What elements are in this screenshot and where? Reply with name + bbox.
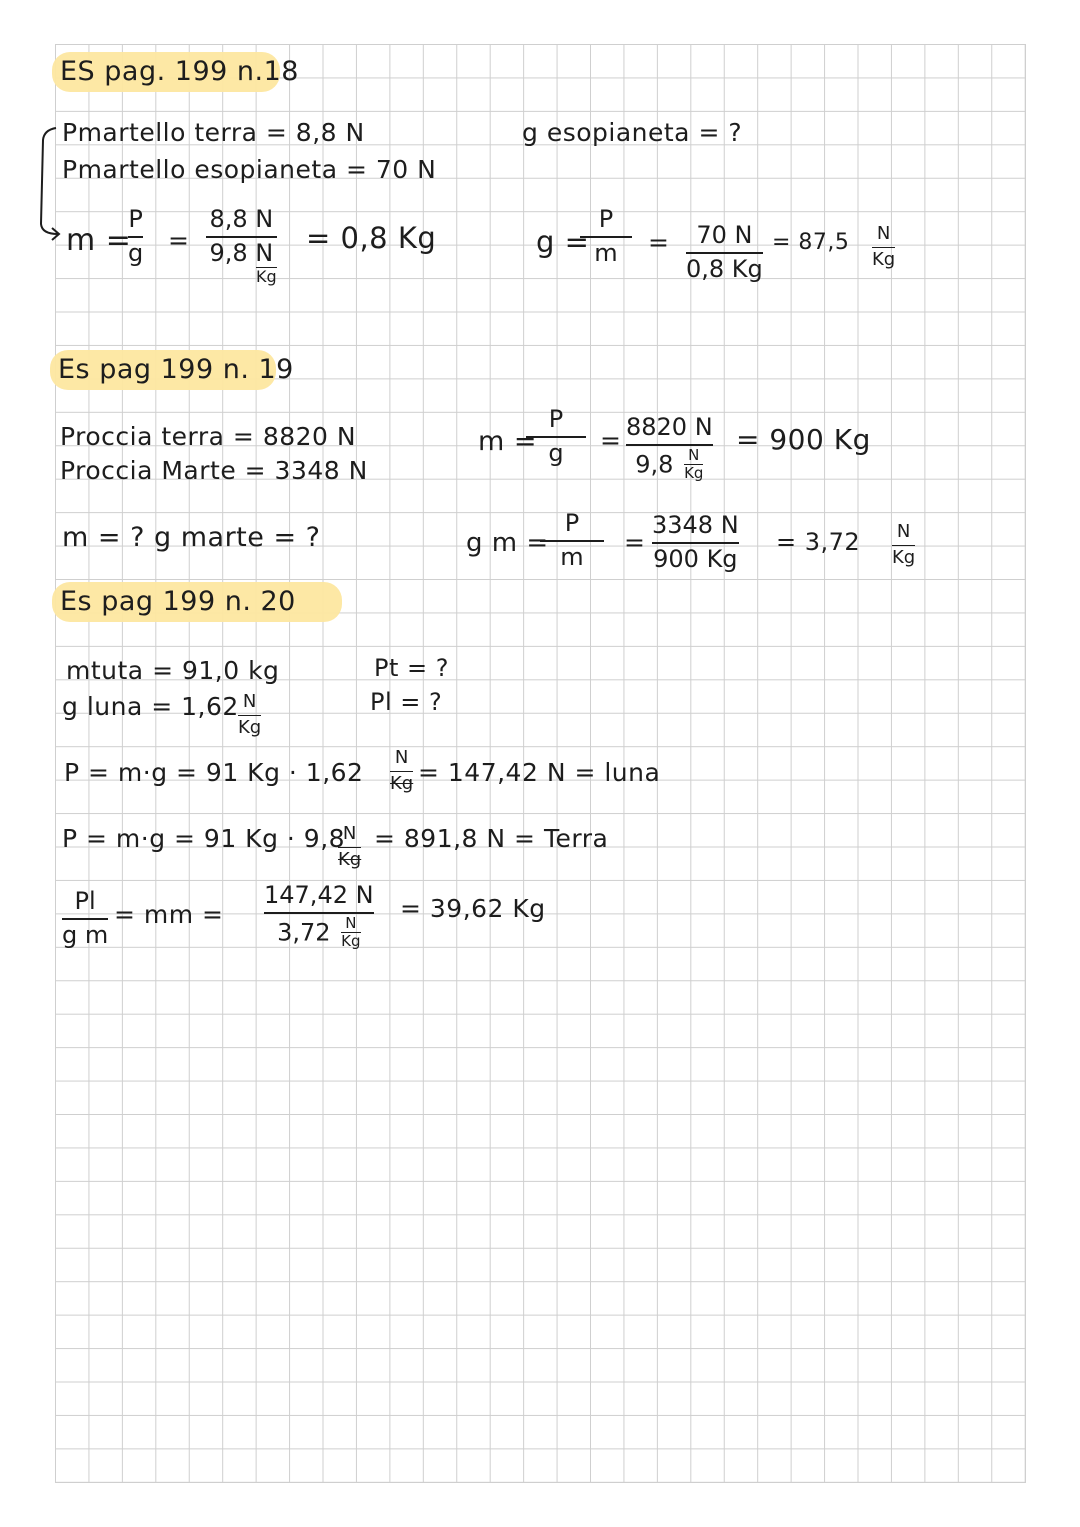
ex18-g-result: = 87,5 [772, 230, 850, 255]
ex19-line2: Proccia Marte = 3348 N [60, 456, 368, 485]
fraction-bar [128, 236, 143, 238]
ex19-g-formula [540, 510, 604, 571]
ex18-g-unit-den: Kg [872, 248, 896, 270]
fraction-bar [338, 847, 361, 848]
ex18-line1: Pmartello terra = 8,8 N [62, 118, 365, 147]
ex18-g-substitution [686, 222, 763, 283]
title-ex19: Es pag 199 n. 19 [58, 354, 294, 385]
fraction-bar [206, 236, 277, 238]
ex18-m-substitution [206, 206, 277, 287]
ex20-line2: g luna = 1,62 [62, 692, 239, 721]
ex19-g-lhs: g m = [466, 528, 549, 558]
ex20-calc2-unit [338, 824, 361, 870]
ex20-calc3-sub-den-wrap [277, 913, 361, 951]
ex18-eq-2: = [648, 228, 670, 257]
fraction-bar [526, 436, 586, 438]
ex19-m-sub-num: 8820 N [626, 413, 713, 441]
ex19-m-num: P [548, 405, 564, 433]
fraction-bar [626, 444, 713, 446]
ex19-g-unit-den: Kg [892, 546, 916, 568]
ex18-g-num: P [598, 205, 614, 233]
ex20-calc3-sub-num: 147,42 N [264, 881, 374, 909]
ex18-g-sub-den: 0,8 Kg [686, 254, 763, 283]
ex19-m-result: = 900 Kg [736, 423, 871, 456]
ex18-m-num: P [128, 205, 143, 233]
ex19-m-sub-den-unit-den: Kg [684, 464, 704, 483]
ex20-calc1-b: = 147,42 N = luna [418, 758, 661, 787]
bracket-arrow-ex18 [34, 124, 64, 244]
ex18-g-unit-num: N [876, 223, 891, 244]
ex20-unknown-pl: Pl = ? [370, 688, 443, 716]
ex18-m-lhs: m = [66, 223, 132, 258]
ex19-g-sub-den: 900 Kg [653, 544, 738, 573]
fraction-bar [652, 542, 739, 544]
ex19-g-result: = 3,72 [776, 528, 861, 556]
ex20-line2-unit-den: Kg [238, 716, 262, 738]
ex18-unknown: g esopianeta = ? [522, 118, 743, 147]
ex19-m-sub-den-unit-num: N [688, 445, 700, 464]
ex18-m-den: g [128, 238, 144, 267]
ex20-calc2-b: = 891,8 N = Terra [374, 824, 609, 853]
ex20-line2-unit [238, 692, 261, 738]
ex18-m-result: = 0,8 Kg [306, 221, 437, 255]
ex19-g-unit-num: N [896, 521, 911, 542]
fraction-bar [872, 247, 895, 248]
ex20-calc3-den: g m [62, 920, 109, 949]
ex19-g-substitution [652, 512, 739, 573]
ex19-eq-1: = [600, 426, 622, 455]
ex19-g-num: P [564, 509, 580, 537]
ex20-calc3-sub-den-unit [341, 913, 361, 951]
fraction-bar [238, 715, 261, 716]
title-ex20: Es pag 199 n. 20 [60, 586, 296, 617]
ex19-g-sub-num: 3348 N [652, 511, 739, 539]
ex18-g-sub-num: 70 N [696, 221, 753, 249]
ex19-m-formula [526, 406, 586, 467]
title-ex18: ES pag. 199 n.18 [60, 56, 299, 87]
fraction-bar [390, 771, 413, 772]
ex20-line1: mtuta = 91,0 kg [66, 656, 280, 685]
ex20-calc3-sub-den-unit-num: N [345, 913, 357, 932]
ex20-line2-unit-num: N [242, 691, 257, 712]
ex20-calc3-result: = 39,62 Kg [400, 894, 546, 923]
ex19-m-sub-den: 9,8 [635, 449, 674, 478]
ex20-unknown-pt: Pt = ? [374, 654, 449, 682]
ex18-m-sub-num: 8,8 N [209, 205, 274, 233]
ex20-calc1-unit [390, 748, 413, 794]
fraction-bar [892, 545, 915, 546]
ex18-g-formula [580, 206, 632, 267]
fraction-bar [62, 918, 108, 920]
fraction-bar [540, 540, 604, 542]
ex20-calc3-num: Pl [74, 887, 96, 915]
ex20-calc1-unit-den: Kg [390, 772, 414, 794]
ex18-g-unit [872, 224, 895, 270]
ex20-calc3-mid: = mm = [114, 900, 224, 929]
ex19-m-lhs: m = [478, 426, 538, 457]
ex19-m-substitution [626, 414, 713, 482]
ex19-g-den: m [560, 542, 584, 571]
fraction-bar [264, 912, 374, 914]
ex18-eq-1: = [168, 226, 190, 255]
ex20-calc2-a: P = m·g = 91 Kg · 9,8 [62, 824, 346, 853]
ex18-g-den: m [594, 238, 618, 267]
fraction-bar [686, 252, 763, 254]
ex18-m-formula [128, 206, 143, 267]
ex19-m-sub-den-unit [684, 445, 704, 483]
fraction-bar [580, 236, 632, 238]
ex19-unknowns: m = ? g marte = ? [62, 522, 321, 553]
ex19-line1: Proccia terra = 8820 N [60, 422, 357, 451]
ex20-calc3-substitution [264, 882, 374, 950]
ex19-eq-2: = [624, 528, 646, 557]
ex19-g-unit [892, 522, 915, 568]
ex18-m-sub-den-unit: Kg [256, 267, 277, 287]
ex19-m-sub-den-wrap [635, 445, 704, 483]
ex20-calc3-sub-den-unit-den: Kg [341, 932, 361, 951]
ex20-calc1-unit-num: N [394, 747, 409, 768]
ex18-m-sub-den: 9,8 N [209, 238, 274, 267]
ex20-calc2-unit-num: N [342, 823, 357, 844]
ex18-line2: Pmartello esopianeta = 70 N [62, 155, 437, 184]
ex20-calc3-sub-den: 3,72 [277, 917, 331, 946]
ex18-g-lhs: g = [536, 225, 590, 259]
ex20-calc1-a: P = m·g = 91 Kg · 1,62 [64, 758, 364, 787]
ex19-m-den: g [548, 438, 564, 467]
ex20-calc2-unit-den: Kg [338, 848, 362, 870]
ex20-calc3-formula [62, 888, 108, 949]
